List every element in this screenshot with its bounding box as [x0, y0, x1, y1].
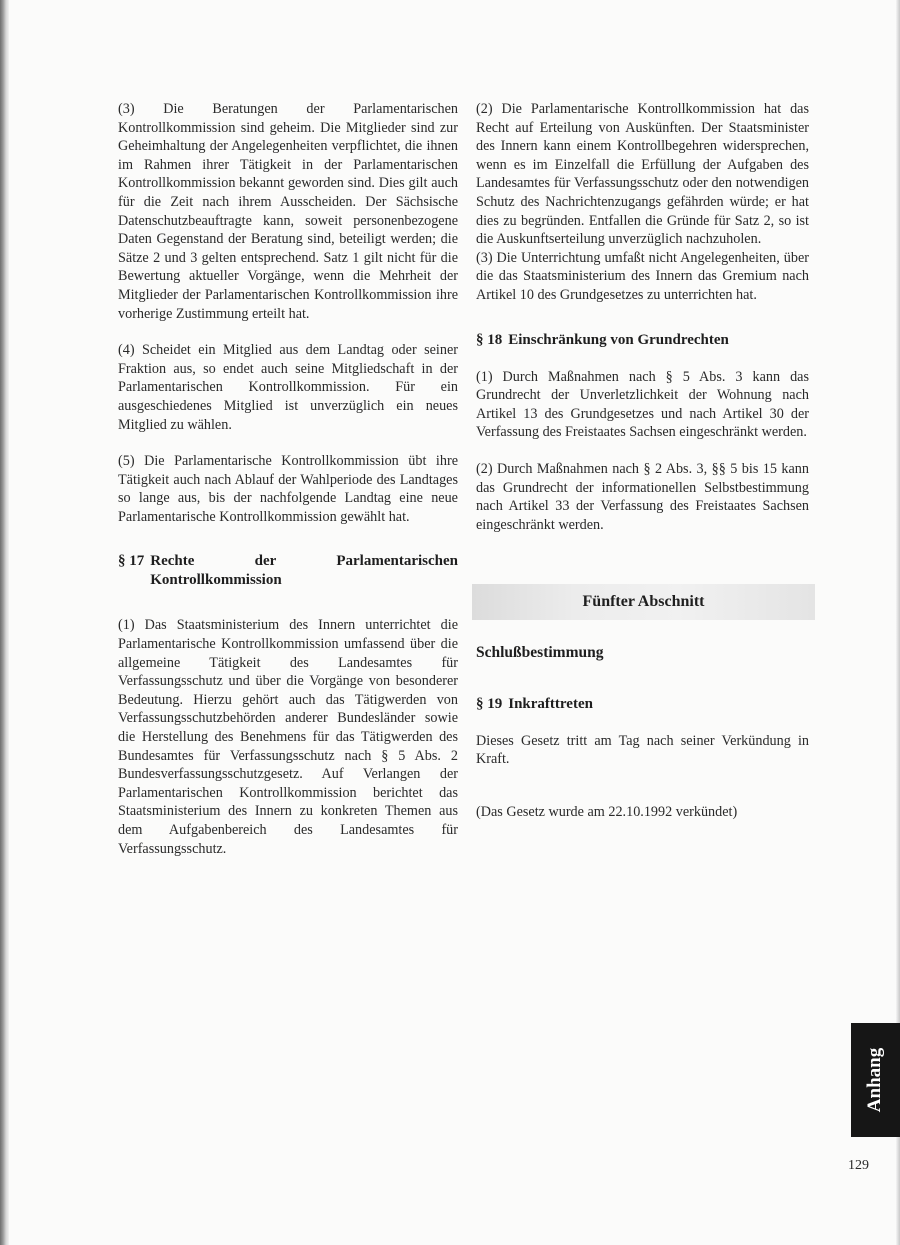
- paragraph-17-2: (2) Die Parlamentarische Kontrollkommission hat das Recht auf Erteilung von Auskünften. Der Staatsminister des Innern kann einem Kontrollbegehren widersprechen, wenn es im Einzelfall die Erfüllung der Aufgaben des Landesamtes für Verfassungsschutz oder den notwendigen Schutz des Nachrichtenzugangs gefährden würde; er hat dies zu begründen. Entfallen die Gründe für Satz 2, so ist die Auskunftserteilung unverzüglich nachzuholen.: [476, 101, 809, 248]
- chapter-band: Fünfter Abschnitt: [472, 584, 815, 620]
- paragraph-16-4: (4) Scheidet ein Mitglied aus dem Landtag oder seiner Fraktion aus, so endet auch seine Mitgliedschaft in der Parlamentarischen Kontrollkommission. Für ein ausgeschiedenes Mitglied ist unverzüglich ein neues Mitglied zu wählen.: [118, 342, 458, 433]
- paragraph-18-1: (1) Durch Maßnahmen nach § 5 Abs. 3 kann das Grundrecht der Unverletzlichkeit der Wohnung nach Artikel 13 des Grundgesetzes und nach Artikel 30 der Verfassung des Freistaates Sachsen eingeschränkt werden.: [476, 368, 809, 441]
- section-17-heading: [118, 552, 458, 590]
- chapter-subtitle: Schlußbestimmung: [476, 644, 604, 662]
- appendix-tab-label: Anhang: [864, 1047, 886, 1113]
- section-17-title: Rechte der Parlamentarischen Kontrollkommission: [150, 553, 458, 589]
- page-edge-shadow: [0, 0, 9, 1245]
- appendix-tab: [851, 1023, 900, 1137]
- paragraph-18-2: (2) Durch Maßnahmen nach § 2 Abs. 3, §§ 5 bis 15 kann das Grundrecht der informationellen Selbstbestimmung nach Artikel 33 der Verfassung des Freistaates Sachsen eingeschränkt werden.: [476, 460, 809, 533]
- paragraph-16-3: (3) Die Beratungen der Parlamentarischen Kontrollkommission sind geheim. Die Mitglieder sind zur Geheimhaltung der Angelegenheiten verpflichtet, die ihnen im Rahmen ihrer Tätigkeit in der Parlamentarischen Kontrollkommission bekannt geworden sind. Dies gilt auch für die Zeit nach ihrem Ausscheiden. Der Sächsische Datenschutzbeauftragte kann, soweit personenbezogene Daten Gegenstand der Beratung sind, beteiligt werden; die Sätze 2 und 3 gelten entsprechend. Satz 1 gilt nicht für die Bewertung aktueller Vorgänge, wenn die Mehrheit der Mitglieder der Parlamentarischen Kontrollkommission ihre vorherige Zustimmung erteilt hat.: [118, 101, 458, 322]
- page-number: 129: [848, 1158, 869, 1173]
- promulgation-note: (Das Gesetz wurde am 22.10.1992 verkündet): [476, 804, 738, 821]
- right-column: [476, 100, 809, 822]
- section-19-heading: [476, 695, 809, 714]
- paragraph-17-3: (3) Die Unterrichtung umfaßt nicht Angelegenheiten, über die das Staatsministerium des Innern das Gremium nach Artikel 10 des Grundgesetzes zu unterrichten hat.: [476, 249, 809, 303]
- section-18-number: § 18: [476, 331, 503, 348]
- paragraph-16-5: (5) Die Parlamentarische Kontrollkommission übt ihre Tätigkeit auch nach Ablauf der Wahlperiode des Landtages so lange aus, bis der nachfolgende Landtag eine neue Parlamentarische Kontrollkommission gewählt hat.: [118, 453, 458, 525]
- section-18-heading: [476, 331, 809, 350]
- paragraph-17-1: (1) Das Staatsministerium des Innern unterrichtet die Parlamentarische Kontrollkommission umfassend über die allgemeine Tätigkeit des Landesamtes für Verfassungsschutz und über die Vorgänge von besonderer Bedeutung. Hierzu gehört auch das Tätigwerden von Verfassungsschutzbehörden anderer Bundesländer sowie die Herstellung des Benehmens für das Tätigwerden des Bundesamtes für Verfassungsschutz nach § 5 Abs. 2 Bundesverfassungsschutzgesetz. Auf Verlangen der Parlamentarischen Kontrollkommission berichtet das Staatsministerium des Innern zu konkreten Themen aus dem Aufgabenbereich des Landesamtes für Verfassungsschutz.: [118, 617, 458, 857]
- section-19-number: § 19: [476, 695, 503, 712]
- section-17-number: § 17: [118, 553, 145, 570]
- section-19-title: Inkrafttreten: [508, 695, 593, 712]
- paragraph-19: Dieses Gesetz tritt am Tag nach seiner Verkündung in Kraft.: [476, 732, 809, 768]
- section-18-title: Einschränkung von Grundrechten: [508, 331, 729, 348]
- left-column: [118, 100, 458, 858]
